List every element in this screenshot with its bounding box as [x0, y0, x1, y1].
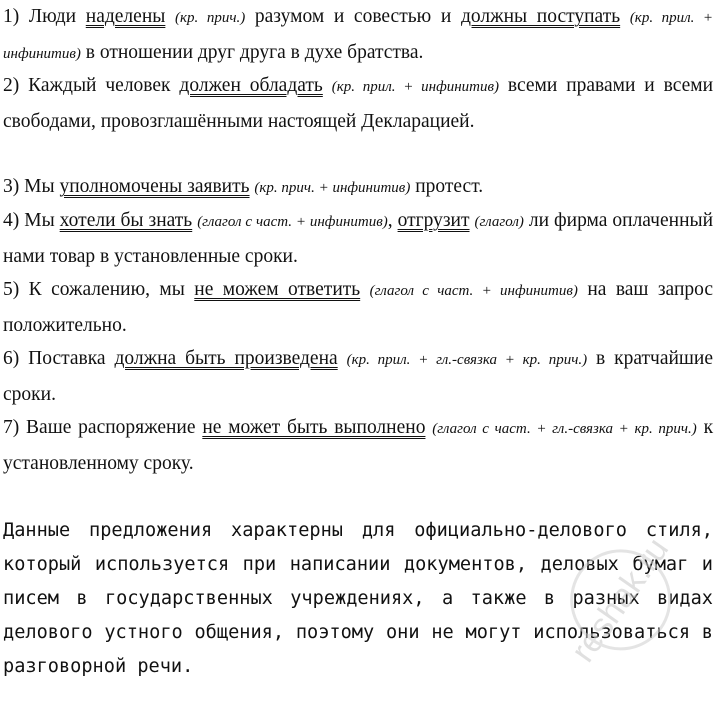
sentence-text: К сожалению, мы — [28, 279, 185, 300]
grammar-note: (глагол с част. + инфинитив) — [197, 214, 388, 230]
sentence-text: разумом и совестью и — [254, 6, 452, 27]
sentence-text: Мы — [24, 210, 55, 231]
sentence-text: Мы — [24, 176, 55, 197]
sentence-number: 3) — [3, 176, 20, 197]
sentence-1 — [3, 0, 713, 71]
predicate: не можем ответить — [194, 279, 361, 300]
predicate: должна быть произведена — [114, 348, 338, 369]
sentence-text: всеми правами и всеми свободами, провозглашёнными настоящей Декларацией. — [3, 75, 714, 132]
sentence-5 — [3, 273, 713, 343]
grammar-note: (кр. прич.) — [175, 10, 246, 26]
grammar-note: (глагол) — [474, 214, 524, 230]
grammar-note: (глагол с част. + гл.-связка + кр. прич.) — [432, 421, 697, 437]
sentence-number: 1) — [3, 6, 20, 27]
conclusion-paragraph: Данные предложения характерны для официально-делового стиля, который используется при написании документов, деловых бумаг и писем в государственных учреждениях, а также в разных видах делового устного общения, поэтому они не могут использоваться в разговорной речи. — [3, 520, 713, 677]
sentence-number: 4) — [3, 210, 20, 231]
grammar-note: (кр. прич. + инфинитив) — [254, 180, 411, 196]
predicate: уполномочены заявить — [59, 176, 250, 197]
sentence-text: к установленному сроку. — [3, 417, 714, 474]
predicate: отгрузит — [397, 210, 470, 231]
grammar-note: (глагол с част. + инфинитив) — [369, 283, 578, 299]
sentence-text: протест. — [415, 176, 484, 197]
predicate: хотели бы знать — [59, 210, 193, 231]
sentence-3 — [3, 170, 713, 206]
sentence-text: Поставка — [28, 348, 106, 369]
sentence-text: в кратчайшие сроки. — [3, 348, 714, 405]
predicate: наделены — [85, 6, 166, 27]
sentence-2 — [3, 69, 713, 139]
sentence-text: ли фирма оплаченный нами товар в установленные сроки. — [3, 210, 714, 267]
sentence-text: , — [387, 210, 393, 231]
sentence-6 — [3, 342, 713, 412]
sentence-number: 7) — [3, 417, 20, 438]
watermark-text: reshak.ru — [563, 530, 676, 669]
grammar-note: (кр. прил. + инфинитив) — [3, 10, 714, 62]
sentence-text: на ваш запрос положительно. — [3, 279, 714, 336]
sentence-number: 5) — [3, 279, 20, 300]
sentence-number: 6) — [3, 348, 20, 369]
grammar-note: (кр. прил. + гл.-связка + кр. прич.) — [346, 352, 588, 368]
sentence-text: Каждый человек — [28, 75, 171, 96]
sentence-4 — [3, 204, 713, 274]
sentence-number: 2) — [3, 75, 20, 96]
predicate: должны поступать — [460, 6, 621, 27]
sentence-text: Ваше распоряжение — [26, 417, 196, 438]
sentence-7 — [3, 411, 713, 481]
predicate: не может быть выполнено — [202, 417, 426, 438]
predicate: должен обладать — [179, 75, 323, 96]
sentence-text: Люди — [28, 6, 77, 27]
sentence-text: в отношении друг друга в духе братства. — [85, 41, 424, 63]
grammar-note: (кр. прил. + инфинитив) — [331, 79, 500, 95]
